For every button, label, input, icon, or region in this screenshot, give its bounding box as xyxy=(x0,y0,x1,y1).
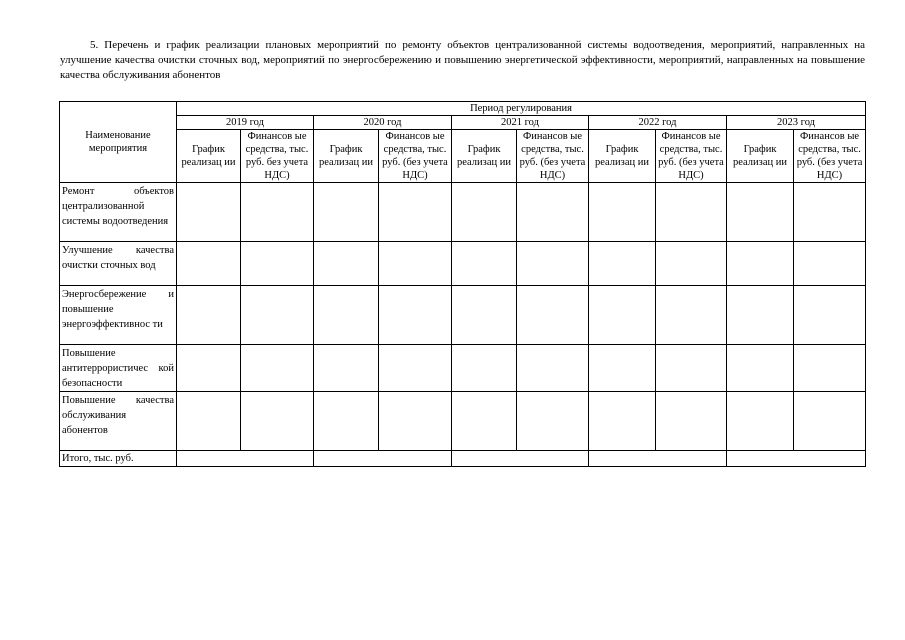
table-cell xyxy=(727,345,794,392)
year-header: 2020 год xyxy=(314,116,452,130)
table-cell xyxy=(727,242,794,286)
table-cell xyxy=(794,286,866,345)
section-heading-text: 5. Перечень и график реализации плановых мероприятий по ремонту объектов централизованной системы водоотведения, мероприятий, направленных на улучшение качества очистки сточных вод, мероприятий по энергосбережению и повышению энергетической эффективности, мероприятий, направленных на повышение качества обслуживания абонентов xyxy=(60,39,865,81)
table-cell xyxy=(177,183,241,242)
total-cell xyxy=(177,451,314,467)
table-row xyxy=(60,392,866,451)
subheader-schedule: График реализац ии xyxy=(314,130,379,183)
total-cell xyxy=(727,451,866,467)
row-label: Энергосбережение и повышение энергоэффективнос ти xyxy=(60,286,177,345)
table-cell xyxy=(656,392,727,451)
table-cell xyxy=(656,345,727,392)
table-cell xyxy=(517,183,589,242)
table-cell xyxy=(452,392,517,451)
table-cell xyxy=(794,183,866,242)
table-cell xyxy=(452,242,517,286)
table-row xyxy=(60,242,866,286)
table-cell xyxy=(656,286,727,345)
table-cell xyxy=(589,242,656,286)
year-header: 2019 год xyxy=(177,116,314,130)
subheader-finance: Финансов ые средства, тыс. руб. (без учета НДС) xyxy=(517,130,589,183)
year-header: 2021 год xyxy=(452,116,589,130)
subheader-finance: Финансов ые средства, тыс. руб. (без учета НДС) xyxy=(656,130,727,183)
table-cell xyxy=(452,286,517,345)
table-cell xyxy=(727,392,794,451)
subheader-schedule: График реализац ии xyxy=(177,130,241,183)
table-cell xyxy=(589,286,656,345)
table-cell xyxy=(727,286,794,345)
subheader-schedule: График реализац ии xyxy=(727,130,794,183)
table-cell xyxy=(314,286,379,345)
table-cell xyxy=(656,242,727,286)
table-cell xyxy=(379,345,452,392)
table-cell xyxy=(517,345,589,392)
row-label: Повышение антитеррористичес кой безопасности xyxy=(60,345,177,392)
subheader-finance: Финансов ые средства, тыс. руб. (без учета НДС) xyxy=(379,130,452,183)
column-header-period: Период регулирования xyxy=(177,102,866,116)
table-cell xyxy=(177,392,241,451)
table-cell xyxy=(314,183,379,242)
year-header: 2022 год xyxy=(589,116,727,130)
table-cell xyxy=(177,345,241,392)
table-cell xyxy=(241,345,314,392)
table-cell xyxy=(589,392,656,451)
table-cell xyxy=(379,392,452,451)
table-cell xyxy=(794,345,866,392)
table-cell xyxy=(794,242,866,286)
table-row xyxy=(60,183,866,242)
subheader-schedule: График реализац ии xyxy=(589,130,656,183)
table-cell xyxy=(314,242,379,286)
table-cell xyxy=(314,345,379,392)
total-cell xyxy=(589,451,727,467)
table-cell xyxy=(177,286,241,345)
column-header-name: Наименование мероприятия xyxy=(60,102,177,183)
total-cell xyxy=(452,451,589,467)
table-cell xyxy=(241,183,314,242)
subheader-schedule: График реализац ии xyxy=(452,130,517,183)
table-cell xyxy=(452,183,517,242)
measures-schedule-table xyxy=(59,101,866,467)
total-cell xyxy=(314,451,452,467)
table-cell xyxy=(379,183,452,242)
table-cell xyxy=(452,345,517,392)
header-row-period xyxy=(60,102,866,116)
table-cell xyxy=(241,286,314,345)
subheader-finance: Финансов ые средства, тыс. руб. (без учета НДС) xyxy=(794,130,866,183)
table-cell xyxy=(517,392,589,451)
table-cell xyxy=(589,345,656,392)
table-cell xyxy=(656,183,727,242)
section-heading xyxy=(60,38,865,83)
table-cell xyxy=(379,242,452,286)
table-row xyxy=(60,345,866,392)
total-row xyxy=(60,451,866,467)
year-header: 2023 год xyxy=(727,116,866,130)
row-label: Повышение качества обслуживания абонентов xyxy=(60,392,177,451)
table-cell xyxy=(589,183,656,242)
subheader-finance: Финансов ые средства, тыс. руб. без учета НДС) xyxy=(241,130,314,183)
table-cell xyxy=(241,242,314,286)
table-cell xyxy=(517,286,589,345)
table-cell xyxy=(379,286,452,345)
row-label: Улучшение качества очистки сточных вод xyxy=(60,242,177,286)
table-cell xyxy=(794,392,866,451)
table-cell xyxy=(177,242,241,286)
table-cell xyxy=(727,183,794,242)
table-row xyxy=(60,286,866,345)
header-row-years xyxy=(60,116,866,130)
table-cell xyxy=(241,392,314,451)
header-row-subcolumns xyxy=(60,130,866,183)
table-cell xyxy=(314,392,379,451)
table-cell xyxy=(517,242,589,286)
row-label: Ремонт объектов централизованной системы водоотведения xyxy=(60,183,177,242)
total-label: Итого, тыс. руб. xyxy=(60,451,177,467)
